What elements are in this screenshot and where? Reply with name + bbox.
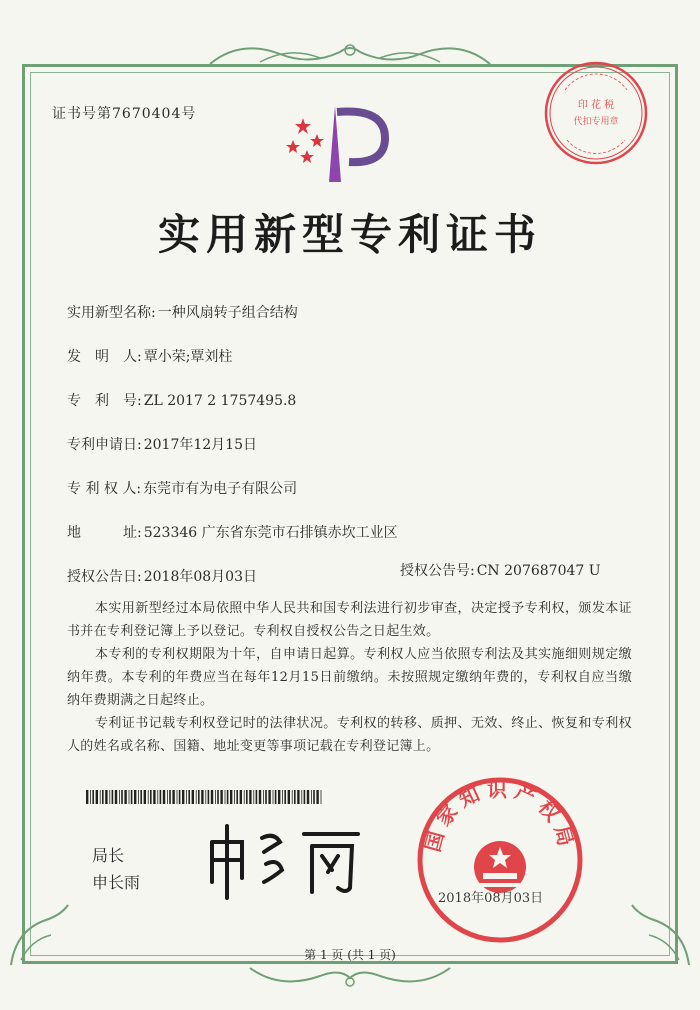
grant-number-value: CN 207687047 U bbox=[476, 563, 601, 579]
patentee-value: 东莞市有为电子有限公司 bbox=[143, 481, 298, 497]
director-signature bbox=[200, 812, 370, 902]
body-paragraph-2: 本专利的专利权期限为十年，自申请日起算。专利权人应当依照专利法及其实施细则规定缴纳年费。本专利的年费应当在每年12月15日前缴纳。未按照规定缴纳年费的，专利权自应当缴纳年费期满之日起终止。 bbox=[67, 647, 632, 708]
utility-model-name-label: 实用新型名称: bbox=[67, 305, 156, 321]
official-seal bbox=[415, 775, 585, 945]
svg-text:国家知识产权局: 国家知识产权局 bbox=[420, 777, 580, 855]
utility-model-name-row bbox=[67, 302, 298, 322]
bottom-ornament bbox=[240, 960, 460, 996]
director-title: 局长 bbox=[92, 846, 125, 865]
body-paragraph-1: 本实用新型经过本局依照中华人民共和国专利法进行初步审查，决定授予专利权，颁发本证书并在专利登记簿上予以登记。专利权自授权公告之日起生效。 bbox=[67, 601, 632, 639]
certificate-title: 实用新型专利证书 bbox=[157, 210, 542, 259]
page-number: 第 1 页 (共 1 页) bbox=[304, 948, 396, 962]
grant-date-value: 2018年08月03日 bbox=[143, 569, 257, 585]
body-paragraph-3: 专利证书记载专利权登记时的法律状况。专利权的转移、质押、无效、终止、恢复和专利权人的姓名或名称、国籍、地址变更等事项记载在专利登记簿上。 bbox=[67, 716, 632, 754]
utility-model-name-value: 一种风扇转子组合结构 bbox=[157, 305, 298, 321]
certificate-number: 证书号第7670404号 bbox=[52, 106, 197, 122]
svg-text:印 花 税: 印 花 税 bbox=[577, 100, 615, 111]
patentee-label: 专 利 权 人: bbox=[67, 481, 142, 497]
application-date-label: 专利申请日: bbox=[67, 437, 142, 453]
inventor-row bbox=[67, 346, 232, 366]
address-value: 523346 广东省东莞市石排镇赤坎工业区 bbox=[143, 525, 398, 541]
tax-stamp-seal bbox=[543, 60, 649, 166]
address-label: 地 址: bbox=[67, 525, 142, 541]
application-date-row bbox=[67, 434, 257, 454]
patent-office-logo bbox=[285, 98, 395, 188]
grant-number-row bbox=[400, 560, 601, 580]
director-name: 申长雨 bbox=[92, 873, 141, 892]
address-row bbox=[67, 522, 398, 542]
patentee-row bbox=[67, 478, 297, 498]
inventor-value: 覃小荣;覃刘柱 bbox=[143, 349, 233, 365]
grant-date-label: 授权公告日: bbox=[67, 569, 142, 585]
barcode bbox=[86, 790, 324, 804]
certificate-body bbox=[67, 597, 632, 758]
patent-number-row bbox=[67, 390, 296, 410]
inventor-label: 发 明 人: bbox=[67, 349, 142, 365]
top-ornament bbox=[200, 34, 500, 74]
svg-text:代扣专用章: 代扣专用章 bbox=[573, 117, 619, 127]
grant-date-row bbox=[67, 566, 257, 586]
application-date-value: 2017年12月15日 bbox=[143, 437, 257, 453]
grant-number-label: 授权公告号: bbox=[400, 563, 475, 579]
patent-number-value: ZL 2017 2 1757495.8 bbox=[143, 393, 297, 409]
patent-number-label: 专 利 号: bbox=[67, 393, 142, 409]
seal-date: 2018年08月03日 bbox=[438, 891, 544, 906]
